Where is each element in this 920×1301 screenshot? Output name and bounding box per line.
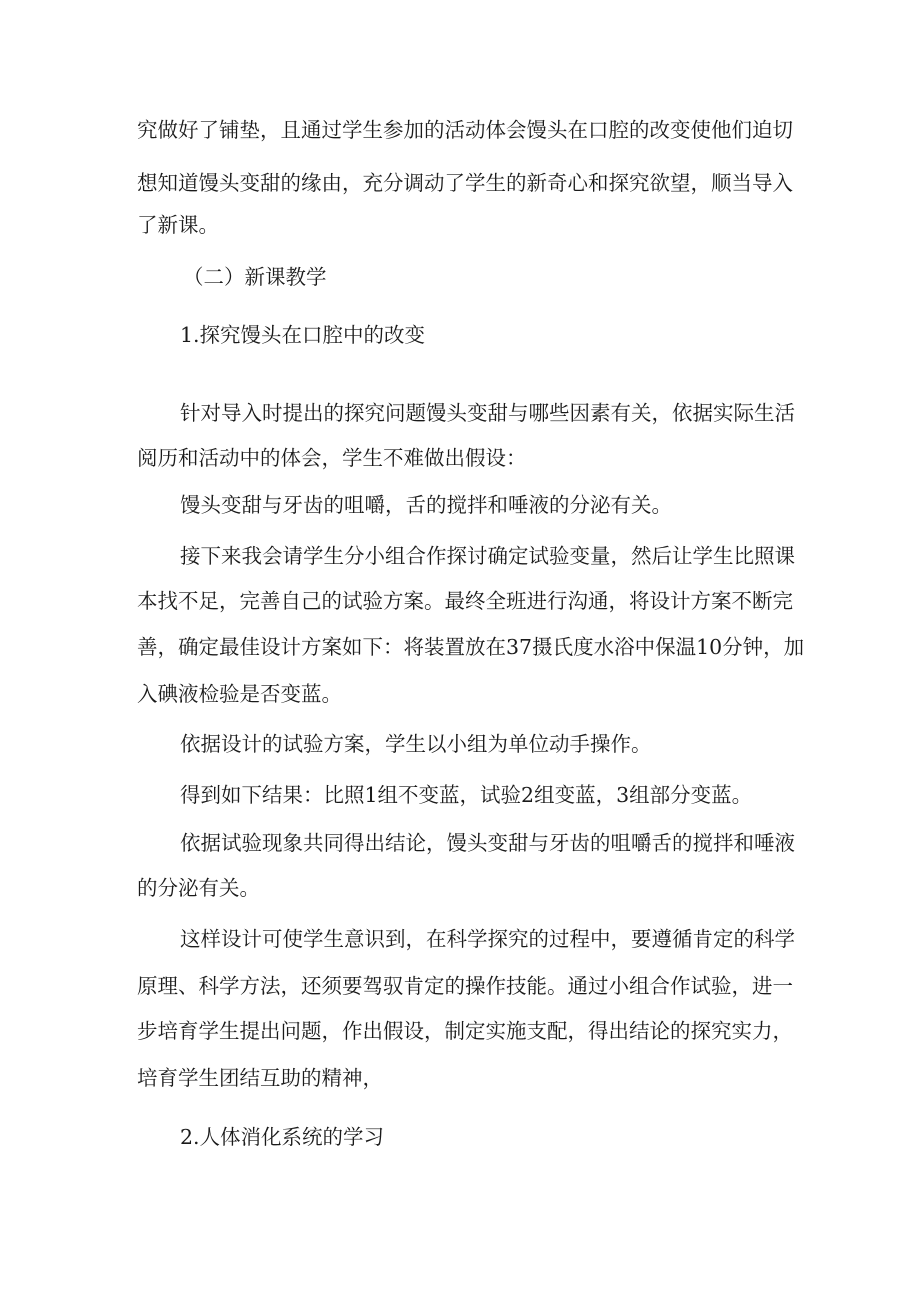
body-text-line: 得到如下结果：比照1组不变蓝，试验2组变蓝，3组部分变蓝。: [180, 783, 753, 807]
body-text-line: 依据设计的试验方案，学生以小组为单位动手操作。: [180, 732, 652, 756]
subsection-heading: 1.探究馒头在口腔中的改变: [180, 323, 426, 347]
body-text-line: 了新课。: [137, 213, 219, 237]
body-text-line: 接下来我会请学生分小组合作探讨确定试验变量，然后让学生比照课: [180, 544, 795, 568]
body-text-line: 本找不足，完善自己的试验方案。最终全班进行沟通，将设计方案不断完: [137, 589, 793, 613]
body-text-line: 针对导入时提出的探究问题馒头变甜与哪些因素有关，依据实际生活: [180, 401, 795, 425]
body-text-line: 馒头变甜与牙齿的咀嚼，舌的搅拌和唾液的分泌有关。: [180, 493, 672, 517]
body-text-line: 依据试验现象共同得出结论，馒头变甜与牙齿的咀嚼舌的搅拌和唾液: [180, 831, 795, 855]
body-text-line: 入碘液检验是否变蓝。: [137, 682, 342, 706]
body-text-line: 这样设计可使学生意识到，在科学探究的过程中，要遵循肯定的科学: [180, 927, 795, 951]
body-text-line: 想知道馒头变甜的缘由，充分调动了学生的新奇心和探究欲望，顺当导入: [137, 171, 793, 195]
body-text-line: 善，确定最佳设计方案如下：将装置放在37摄氏度水浴中保温10分钟，加: [137, 635, 805, 659]
body-text-line: 步培育学生提出问题，作出假设，制定实施支配，得出结论的探究实力，: [137, 1019, 793, 1043]
body-text-line: 原理、科学方法，还须要驾驭肯定的操作技能。通过小组合作试验，进一: [137, 974, 793, 998]
body-text-line: 究做好了铺垫，且通过学生参加的活动体会馒头在口腔的改变使他们迫切: [137, 118, 793, 142]
section-heading: （二）新课教学: [183, 265, 327, 289]
body-text-line: 培育学生团结互助的精神，: [137, 1066, 383, 1090]
body-text-line: 的分泌有关。: [137, 876, 260, 900]
body-text-line: 阅历和活动中的体会，学生不难做出假设：: [137, 446, 527, 470]
subsection-heading: 2.人体消化系统的学习: [180, 1125, 385, 1149]
